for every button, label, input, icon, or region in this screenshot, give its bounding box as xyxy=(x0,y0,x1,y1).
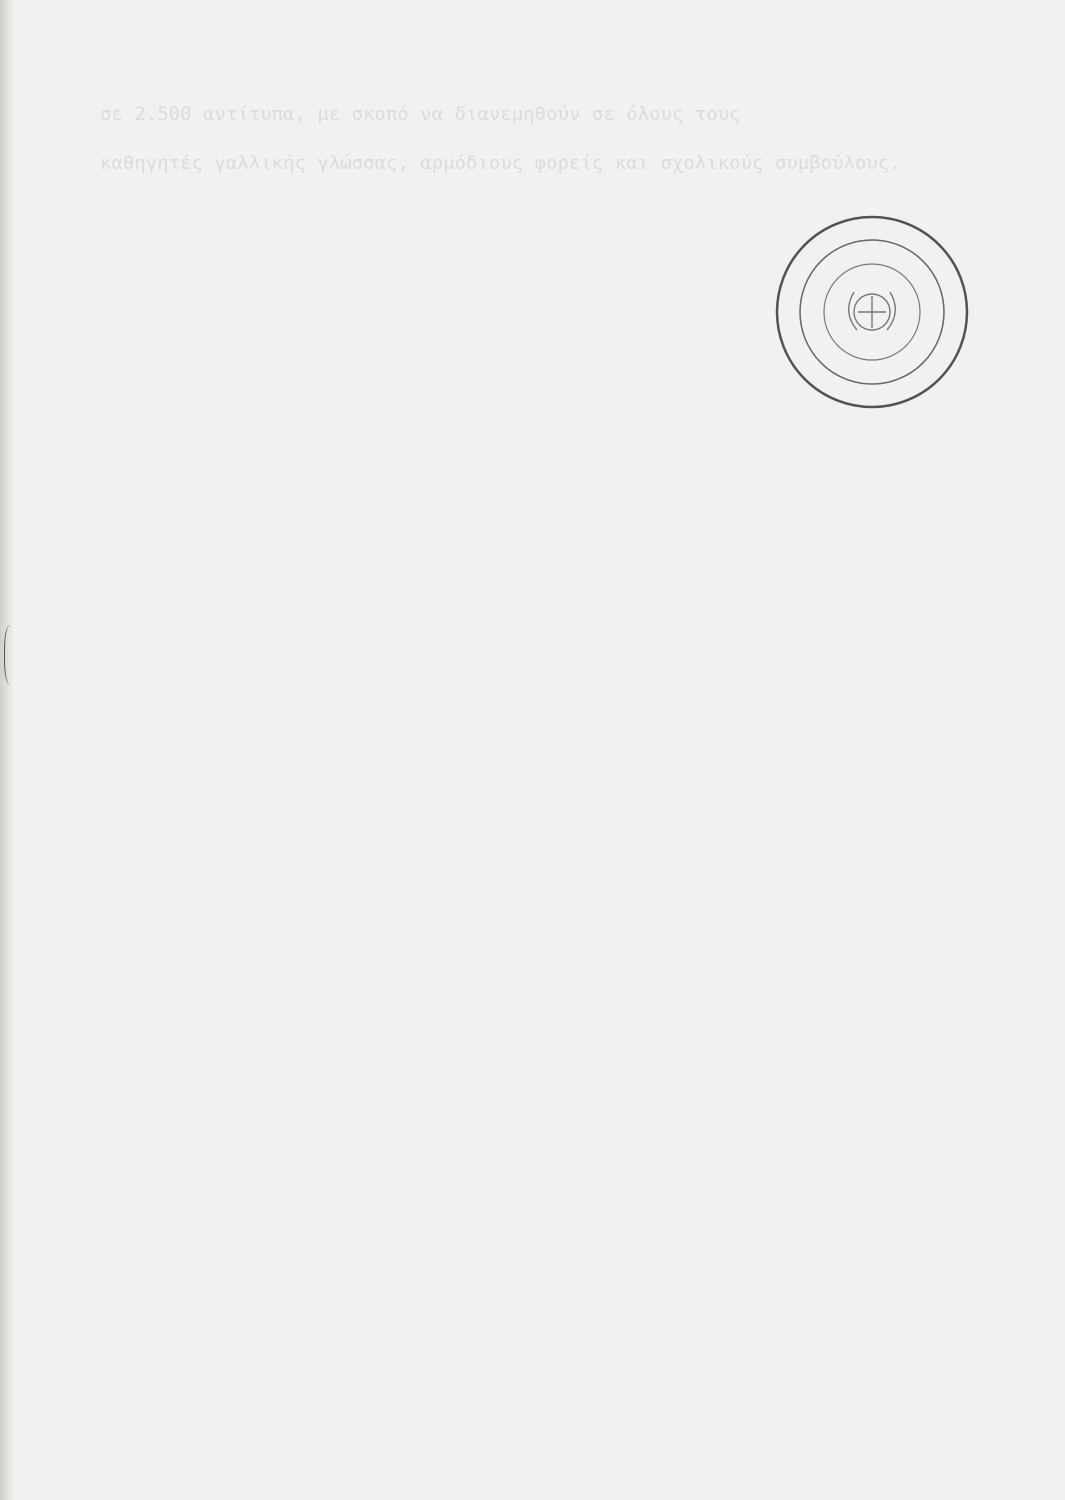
bleed-through-text: σε 2.500 αντίτυπα, με σκοπό να διανεμηθούν σε όλους τους xyxy=(100,103,741,125)
bleed-through-text: καθηγητές γαλλικής γλώσσας, αρμόδιους φορείς και σχολικούς συμβούλους. xyxy=(100,152,901,174)
margin-bracket-mark xyxy=(4,625,19,685)
stamp-emblem-icon xyxy=(849,292,896,330)
page-edge-shadow xyxy=(0,0,14,1500)
official-stamp xyxy=(772,212,972,412)
